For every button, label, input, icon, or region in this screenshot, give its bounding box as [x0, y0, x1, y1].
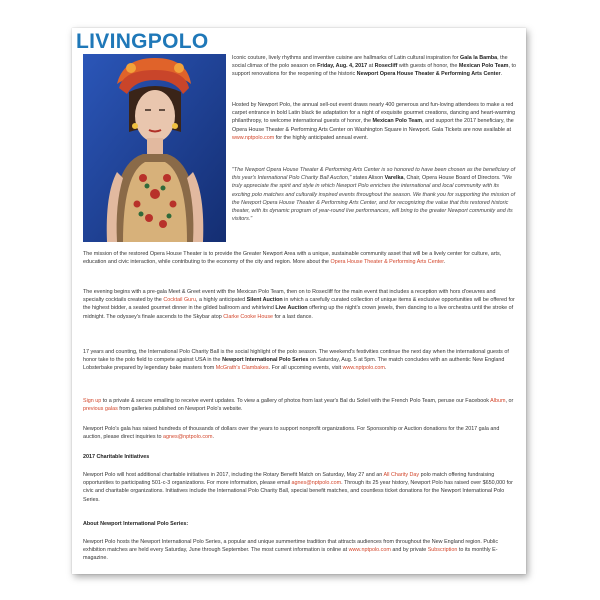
raised-text-1: Newport Polo's gala has raised hundreds of thousands of dollars over the years to support nonprofit organizations. For Sponsorship or Auction donations for the 2017 gala and auction, please direct inquiries to [83, 426, 500, 441]
years-paragraph [83, 348, 518, 373]
guest-team: Mexican Polo Team [458, 63, 509, 70]
years-text-4: . [384, 365, 387, 372]
sponsorship-email-link[interactable]: agnes@nptpolo.com [163, 434, 213, 441]
mission-text-2: . [443, 259, 446, 266]
hosted-text-1: Hosted by Newport Polo, the annual sell-out event draws nearly 400 generous and fun-loving attendees to make a red carpet entrance in bold Latin black tie adaptation for a night of exquisite gourmet creations, dancing and heart-warming philanthropy, to welcome international guests of honor, the [232, 102, 516, 125]
intro-text-1: Iconic couture, lively rhythms and inventive cuisine are hallmarks of Latin cultural inspiration for [232, 55, 461, 61]
clarke-cooke-link[interactable]: Clarke Cooke House [223, 313, 274, 320]
about-text-1: Newport Polo hosts the Newport International Polo Series, a popular and unique summertime tradition that attracts audiences from throughout the New England region. Public exhibition matches are held every Saturday, June through September. The most current information is online at [83, 539, 499, 554]
quote-text-2: "We truly appreciate the spirit and style in which Newport Polo enriches the international and local community with its exciting polo matches and culturally inspired events throughout the season. We thank you for supporting the mission of the Newport Opera House Theater & Performing Arts Center, and for recognizing the value that this restored historic theater, with its dynamic program of year-round live performances, will bring to the greater Newport community and its visitors." [232, 175, 516, 223]
mission-text-1: The mission of the restored Opera House Theater is to provide the Greater Newport Area with a unique, sustainable community asset that will be a lively center for culture, arts, education and civic interaction, while contributing to the economy of the city and region. More about the [83, 251, 502, 266]
evening-text-2: , a highly anticipated [195, 297, 247, 304]
evening-text-5: for a last dance. [273, 313, 313, 320]
about-text-2: and by private [390, 547, 428, 554]
subscription-link[interactable]: Subscription [427, 547, 458, 554]
portrait-illustration [83, 54, 226, 242]
venue-name: Rosecliff [374, 63, 398, 70]
evening-text-3: in which a carefully curated collection of unique items & exclusive opportunities will be offered for the highest bidder, a seated gourmet dinner in the gilded ballroom and whirlwind [83, 297, 515, 312]
cocktail-guru-link[interactable]: Cocktail Guru [163, 297, 196, 304]
quote-text-1: "The Newport Opera House Theater & Performing Arts Center is so honored to have been chosen as the beneficiary of this year's International Polo Charity Ball Auction," [232, 167, 516, 182]
charitable-text-1: Newport Polo will host additional charitable initiatives in 2017, including the Rotary Benefit Match on Saturday, May 27 and an [83, 472, 384, 478]
evening-paragraph [83, 288, 518, 321]
all-charity-day-link[interactable]: All Charity Day [383, 472, 420, 478]
event-date: Friday, Aug. 4, 2017 [317, 63, 368, 70]
signup-text-3: from galleries published on Newport Polo's website. [117, 406, 243, 413]
previous-galas-link[interactable]: previous galas [83, 406, 118, 413]
quote-attribution-1: states Alison [351, 175, 385, 182]
intro-text-3: at [367, 63, 375, 70]
intro-text-5: , to support renovations for the reopening of the historic [232, 63, 516, 78]
raised-paragraph [83, 425, 518, 441]
tickets-link[interactable]: www.nptpolo.com [232, 134, 275, 141]
about-text-3: to its monthly E-magazine. [83, 547, 498, 562]
signup-text-1: to a private & secure emailing to receive event updates. To view a gallery of photos from last year's Bal du Soleil with the French Polo Team, peruse our Facebook [101, 398, 491, 404]
about-heading: About Newport International Polo Series: [83, 521, 189, 527]
charitable-text-2: polo match offering fundraising opportunities to participating 501-c-3 organizations. For more information, please email [83, 472, 495, 487]
quote-speaker: Varelka [384, 175, 404, 182]
about-nptpolo-link[interactable]: www.nptpolo.com [348, 547, 391, 554]
years-text-3: . For all upcoming events, visit [268, 365, 343, 372]
hosted-paragraph [232, 101, 518, 142]
hosted-guest-team: Mexican Polo Team [372, 118, 423, 125]
signup-link[interactable]: Sign up [83, 398, 102, 404]
live-auction-label: Live Auction [275, 305, 308, 312]
mcgraths-link[interactable]: McGrath's Clambakes [215, 365, 269, 372]
hosted-text-2: , and support the 2017 beneficiary, the Opera House Theater & Performing Arts Center on Washington Square in Newport. Gala Tickets are now available at [232, 118, 514, 133]
nptpolo-link[interactable]: www.nptpolo.com [342, 365, 385, 372]
silent-auction-label: Silent Auction [246, 297, 283, 304]
portrait-photo [83, 54, 226, 242]
about-paragraph [83, 538, 518, 563]
intro-text-2: , the social climax of the polo season on [232, 55, 508, 70]
signup-paragraph [83, 397, 518, 413]
opera-house-link[interactable]: Opera House Theater & Performing Arts Center [330, 259, 444, 266]
album-link[interactable]: Album [490, 398, 506, 404]
quote-paragraph [232, 166, 518, 223]
charitable-paragraph [83, 471, 518, 504]
raised-text-2: . [212, 434, 215, 441]
polo-series-name: Newport International Polo Series [222, 357, 309, 364]
intro-text-6: . [500, 71, 503, 78]
years-text-2: on Saturday, Aug. 5 at 5pm. The match concludes with an authentic New England Lobsterbake prepared by legendary bake masters from [83, 357, 505, 372]
years-text-1: 17 years and counting, the International Polo Charity Ball is the social highlight of the polo season. The weekend's festivities continue the next day when the international guests of honor take to the polo field to compete against USA in the [83, 349, 509, 364]
charitable-email-link[interactable]: agnes@nptpolo.com [291, 480, 342, 487]
quote-attribution-2: , Chair, Opera House Board of Directors. [403, 175, 503, 182]
charitable-heading: 2017 Charitable Initiatives [83, 454, 150, 460]
intro-paragraph [232, 54, 518, 79]
beneficiary-name: Newport Opera House Theater & Performing Arts Center [356, 71, 501, 78]
evening-text-1: The evening begins with a pre-gala Meet & Greet event with the Mexican Polo Team, then on to Rosecliff for the main event that includes a reception with hors d'oeuvres and specialty cocktails created by the [83, 289, 496, 304]
hosted-text-3: for the highly anticipated annual event. [274, 134, 369, 141]
charitable-text-3: . Through its 25 year history, Newport Polo has raised over $650,000 for civic and charitable organizations. Initiatives include the International Polo Charity Ball, special benefit matches, and countless ticket donations for the Newport International Polo Series. [83, 480, 513, 503]
mission-paragraph [83, 250, 518, 266]
evening-text-4: offering up the night's crown jewels, then dancing to a live orchestra until the stroke of midnight. The odyssey's finale ascends to the Skybar atop [83, 305, 514, 320]
gala-name: Gala la Bamba [460, 55, 498, 61]
signup-text-2: , or [505, 398, 514, 404]
masthead-title: LIVINGPOLO [76, 30, 209, 53]
intro-text-4: with guests of honor, the [397, 63, 459, 70]
